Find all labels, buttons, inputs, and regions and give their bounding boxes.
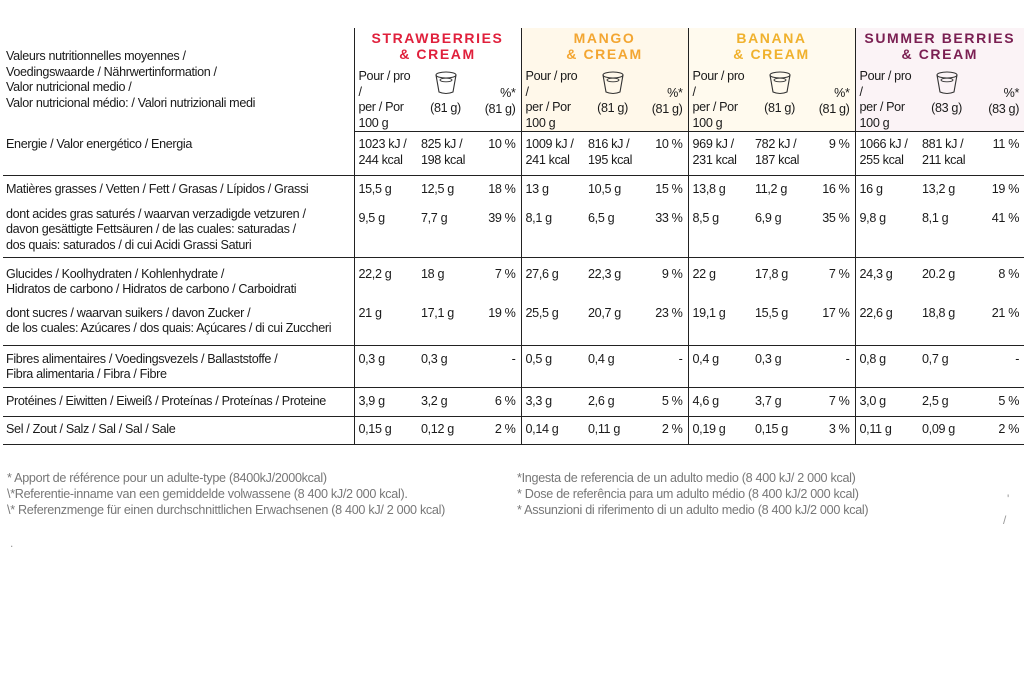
sugars-portion-summer-berries: 18,8 g	[917, 301, 976, 346]
product-title-banana: BANANA & CREAM	[688, 28, 855, 66]
salt-portion-strawberries: 0,12 g	[416, 416, 475, 444]
fat-portion-banana: 11,2 g	[755, 181, 787, 196]
fat-pct-mango: 15 %	[655, 181, 683, 196]
satfat-pct-mango: 33 %	[642, 207, 688, 258]
fibre-pct-summer-berries: -	[976, 345, 1024, 387]
energy-kj: 1066 kJ /	[859, 137, 908, 151]
fibre-portion-mango: 0,4 g	[583, 345, 642, 387]
portion-size: (81 g)	[484, 101, 516, 116]
label-sugars: dont sucres / waarvan suikers / davon Zucker / de los cuales: Azúcares / dos quais: Açúcares / di cui Zuccheri	[3, 301, 354, 346]
per-100g-line: 100 g	[692, 115, 723, 130]
per-100g-header-banana	[688, 66, 750, 132]
per-100g-header-summer-berries	[855, 66, 917, 132]
salt-portion-banana: 0,15 g	[750, 416, 809, 444]
row-satfat	[3, 207, 1024, 258]
salt-pct-banana: 3 %	[809, 416, 855, 444]
sugars-portion-strawberries: 17,1 g	[416, 301, 475, 346]
protein-pct-strawberries: 6 %	[475, 387, 521, 416]
product-title-row	[3, 28, 1024, 66]
portion-size: (81 g)	[597, 100, 628, 115]
energy-kcal: 195 kcal	[588, 152, 633, 167]
protein-per100-summer-berries: 3,0 g	[855, 387, 917, 416]
fibre-per100-mango: 0,5 g	[521, 345, 583, 387]
row-fat	[3, 175, 1024, 207]
pct-header-strawberries	[475, 66, 521, 132]
per-100g-line: per / Por	[358, 100, 404, 114]
carbs-per100-banana: 22 g	[688, 257, 750, 301]
protein-per100-mango: 3,3 g	[521, 387, 583, 416]
protein-portion-banana: 3,7 g	[750, 387, 809, 416]
satfat-portion-banana: 6,9 g	[750, 207, 809, 258]
energy-per100-banana	[688, 132, 750, 176]
energy-pct-strawberries: 10 %	[475, 132, 521, 176]
energy-kcal: 187 kcal	[755, 152, 800, 167]
row-protein	[3, 387, 1024, 416]
salt-portion-summer-berries: 0,09 g	[917, 416, 976, 444]
footnote-de: \* Referenzmenge für einen durchschnittlichen Erwachsenen (8 400 kJ/ 2 000 kcal)	[7, 503, 446, 517]
fat-portion-strawberries: 12,5 g	[421, 181, 454, 196]
portion-size: (83 g)	[988, 101, 1020, 116]
carbs-portion-summer-berries: 20.2 g	[922, 266, 955, 281]
carbs-portion-mango: 22,3 g	[588, 266, 621, 281]
satfat-pct-strawberries: 39 %	[475, 207, 521, 258]
per-100g-line: Pour / pro /	[859, 69, 912, 99]
footnote-it: * Assunzioni di riferimento di un adulto medio (8 400 kJ/2 000 kcal)	[517, 503, 869, 517]
sugars-pct-banana: 17 %	[809, 301, 855, 346]
nutrition-table	[3, 28, 1024, 445]
row-sugars	[3, 301, 1024, 346]
label-carbs: Glucides / Koolhydraten / Kohlenhydrate / Hidratos de carbono / Hidratos de carbono / Carboidrati	[6, 266, 297, 296]
pct-header-banana	[809, 66, 855, 132]
pct-mark: %*	[834, 86, 850, 100]
fibre-pct-banana: -	[809, 345, 855, 387]
footnote-fr: * Apport de référence pour un adulte-type (8400kJ/2000kcal)	[7, 471, 327, 485]
carbs-pct-strawberries: 7 %	[494, 266, 516, 281]
carbs-per100-summer-berries: 24,3 g	[855, 257, 917, 301]
salt-portion-mango: 0,11 g	[583, 416, 642, 444]
energy-pct-banana: 9 %	[809, 132, 855, 176]
yogurt-cup-icon	[767, 70, 793, 96]
yogurt-cup-icon	[600, 70, 626, 96]
energy-kcal: 244 kcal	[358, 152, 403, 167]
label-energy: Energie / Valor energético / Energia	[3, 132, 354, 176]
portion-header-mango	[583, 66, 642, 132]
crop-mark: .	[10, 536, 14, 550]
portion-header-summer-berries	[917, 66, 976, 132]
energy-kcal: 255 kcal	[859, 152, 904, 167]
energy-kj: 816 kJ /	[588, 137, 630, 151]
energy-kj: 1023 kJ /	[358, 137, 407, 151]
sugars-per100-summer-berries: 22,6 g	[855, 301, 917, 346]
fat-per100-strawberries: 15,5 g	[354, 175, 416, 207]
footnote-es: *Ingesta de referencia de un adulto medio (8 400 kJ/ 2 000 kcal)	[517, 471, 856, 485]
portion-size: (83 g)	[931, 100, 962, 115]
fibre-portion-strawberries: 0,3 g	[416, 345, 475, 387]
sugars-per100-banana: 19,1 g	[688, 301, 750, 346]
energy-kcal: 198 kcal	[421, 152, 466, 167]
row-energy	[3, 132, 1024, 176]
carbs-pct-banana: 7 %	[828, 266, 850, 281]
per-100g-line: 100 g	[525, 115, 556, 130]
label-salt: Sel / Zout / Salz / Sal / Sal / Sale	[3, 416, 354, 444]
yogurt-cup-icon	[934, 70, 960, 96]
energy-kcal: 231 kcal	[692, 152, 737, 167]
portion-header-strawberries	[416, 66, 475, 132]
per-100g-line: 100 g	[358, 115, 389, 130]
satfat-pct-banana: 35 %	[809, 207, 855, 258]
footnote-nl: \*Referentie-inname van een gemiddelde volwassene (8 400 kJ/2 000 kcal).	[7, 487, 408, 501]
protein-pct-summer-berries: 5 %	[976, 387, 1024, 416]
per-100g-line: Pour / pro /	[692, 69, 745, 99]
salt-per100-mango: 0,14 g	[521, 416, 583, 444]
energy-pct-mango: 10 %	[642, 132, 688, 176]
energy-kj: 782 kJ /	[755, 137, 797, 151]
footnotes-right	[517, 470, 868, 518]
fat-per100-banana: 13,8 g	[688, 175, 750, 207]
carbs-portion-banana: 17,8 g	[755, 266, 788, 281]
energy-kj: 881 kJ /	[922, 137, 964, 151]
salt-pct-strawberries: 2 %	[475, 416, 521, 444]
fibre-per100-strawberries: 0,3 g	[354, 345, 416, 387]
satfat-per100-mango: 8,1 g	[521, 207, 583, 258]
per-100g-line: 100 g	[859, 115, 890, 130]
pct-mark: %*	[500, 86, 516, 100]
energy-kcal: 241 kcal	[525, 152, 570, 167]
fibre-portion-summer-berries: 0,7 g	[917, 345, 976, 387]
crop-mark: '	[1007, 492, 1010, 506]
fibre-per100-banana: 0,4 g	[688, 345, 750, 387]
energy-per100-strawberries	[354, 132, 416, 176]
per-100g-line: per / Por	[859, 100, 905, 114]
fat-portion-mango: 10,5 g	[588, 181, 621, 196]
product-title-strawberries: STRAWBERRIES & CREAM	[354, 28, 521, 66]
energy-portion-banana	[750, 132, 809, 176]
sugars-pct-strawberries: 19 %	[475, 301, 521, 346]
energy-kj: 825 kJ /	[421, 137, 463, 151]
sugars-pct-mango: 23 %	[642, 301, 688, 346]
row-fibre	[3, 345, 1024, 387]
carbs-pct-mango: 9 %	[661, 266, 683, 281]
header-label: Valeurs nutritionnelles moyennes / Voedingswaarde / Nährwertinformation / Valor nutricional medio / Valor nutricional médio: / Valori nutrizionali medi	[6, 49, 256, 110]
fat-portion-summer-berries: 13,2 g	[922, 181, 955, 196]
label-fibre: Fibres alimentaires / Voedingsvezels / Ballaststoffe / Fibra alimentaria / Fibra / Fibre	[3, 345, 354, 387]
yogurt-cup-icon	[433, 70, 459, 96]
label-fat: Matières grasses / Vetten / Fett / Grasas / Lípidos / Grassi	[6, 181, 309, 196]
per-100g-line: per / Por	[525, 100, 571, 114]
carbs-per100-strawberries: 22,2 g	[354, 257, 416, 301]
salt-per100-banana: 0,19 g	[688, 416, 750, 444]
energy-pct-summer-berries: 11 %	[976, 132, 1024, 176]
footnotes-left	[7, 470, 445, 518]
portion-size: (81 g)	[764, 100, 795, 115]
energy-portion-strawberries	[416, 132, 475, 176]
satfat-per100-banana: 8,5 g	[688, 207, 750, 258]
pct-header-summer-berries	[976, 66, 1024, 132]
satfat-portion-summer-berries: 8,1 g	[917, 207, 976, 258]
portion-header-banana	[750, 66, 809, 132]
carbs-per100-mango: 27,6 g	[521, 257, 583, 301]
product-title-mango: MANGO & CREAM	[521, 28, 688, 66]
per-100g-header-strawberries	[354, 66, 416, 132]
sugars-portion-mango: 20,7 g	[583, 301, 642, 346]
satfat-per100-summer-berries: 9,8 g	[855, 207, 917, 258]
fat-pct-banana: 16 %	[822, 181, 850, 196]
per-100g-line: Pour / pro /	[358, 69, 411, 99]
row-carbs	[3, 257, 1024, 301]
pct-mark: %*	[667, 86, 683, 100]
sugars-per100-strawberries: 21 g	[354, 301, 416, 346]
per-100g-line: per / Por	[692, 100, 738, 114]
energy-portion-summer-berries	[917, 132, 976, 176]
protein-pct-banana: 7 %	[809, 387, 855, 416]
fat-pct-strawberries: 18 %	[488, 181, 516, 196]
sugars-portion-banana: 15,5 g	[750, 301, 809, 346]
salt-pct-summer-berries: 2 %	[976, 416, 1024, 444]
satfat-per100-strawberries: 9,5 g	[354, 207, 416, 258]
energy-kcal: 211 kcal	[922, 152, 966, 167]
portion-size: (81 g)	[651, 101, 683, 116]
per-100g-header-mango	[521, 66, 583, 132]
protein-pct-mango: 5 %	[642, 387, 688, 416]
sugars-pct-summer-berries: 21 %	[976, 301, 1024, 346]
protein-portion-strawberries: 3,2 g	[416, 387, 475, 416]
carbs-portion-strawberries: 18 g	[421, 266, 445, 281]
product-title-summer-berries: SUMMER BERRIES & CREAM	[855, 28, 1024, 66]
protein-portion-mango: 2,6 g	[583, 387, 642, 416]
energy-portion-mango	[583, 132, 642, 176]
fat-per100-mango: 13 g	[521, 175, 583, 207]
protein-per100-strawberries: 3,9 g	[354, 387, 416, 416]
fat-per100-summer-berries: 16 g	[855, 175, 917, 207]
fibre-portion-banana: 0,3 g	[750, 345, 809, 387]
fibre-per100-summer-berries: 0,8 g	[855, 345, 917, 387]
satfat-portion-mango: 6,5 g	[583, 207, 642, 258]
salt-per100-summer-berries: 0,11 g	[855, 416, 917, 444]
row-salt	[3, 416, 1024, 444]
fibre-pct-strawberries: -	[475, 345, 521, 387]
fat-pct-summer-berries: 19 %	[991, 181, 1020, 196]
salt-per100-strawberries: 0,15 g	[354, 416, 416, 444]
crop-mark: /	[1003, 513, 1007, 527]
energy-kj: 1009 kJ /	[525, 137, 574, 151]
satfat-portion-strawberries: 7,7 g	[416, 207, 475, 258]
energy-per100-mango	[521, 132, 583, 176]
pct-mark: %*	[1003, 86, 1020, 100]
per-100g-line: Pour / pro /	[525, 69, 578, 99]
label-protein: Protéines / Eiwitten / Eiweiß / Proteínas / Proteínas / Proteine	[3, 387, 354, 416]
satfat-pct-summer-berries: 41 %	[976, 207, 1024, 258]
energy-kj: 969 kJ /	[692, 137, 734, 151]
label-satfat: dont acides gras saturés / waarvan verzadigde vetzuren / davon gesättigte Fettsäuren / de las cuales: saturadas / dos quais: saturados / di cui Acidi Grassi Saturi	[3, 207, 354, 258]
protein-per100-banana: 4,6 g	[688, 387, 750, 416]
carbs-pct-summer-berries: 8 %	[998, 266, 1020, 281]
protein-portion-summer-berries: 2,5 g	[917, 387, 976, 416]
fibre-pct-mango: -	[642, 345, 688, 387]
salt-pct-mango: 2 %	[642, 416, 688, 444]
portion-size: (81 g)	[430, 100, 461, 115]
footnote-pt: * Dose de referência para um adulto médio (8 400 kJ/2 000 kcal)	[517, 487, 859, 501]
pct-header-mango	[642, 66, 688, 132]
energy-per100-summer-berries	[855, 132, 917, 176]
sugars-per100-mango: 25,5 g	[521, 301, 583, 346]
portion-size: (81 g)	[818, 101, 850, 116]
